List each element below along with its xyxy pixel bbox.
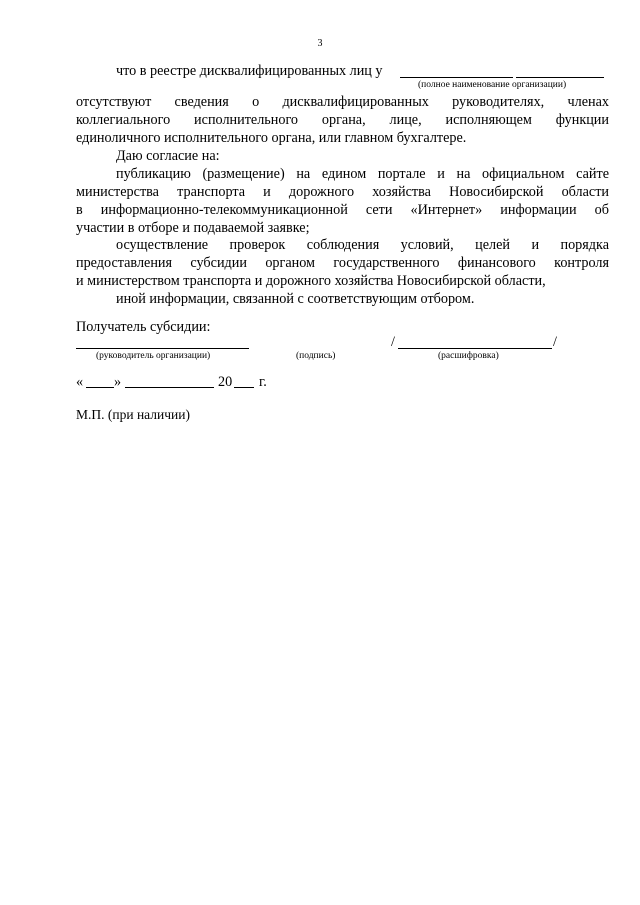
paragraph-2-line-4: участии в отборе и подаваемой заявке; xyxy=(76,220,310,236)
org-name-blank-1 xyxy=(400,77,513,78)
year-prefix: 20 xyxy=(218,374,233,390)
date-close-quote: » xyxy=(114,374,122,390)
day-blank xyxy=(86,387,114,388)
year-suffix: г. xyxy=(259,374,267,390)
decode-blank xyxy=(398,348,552,349)
org-name-blank-2 xyxy=(516,77,604,78)
paragraph-3-line-2: предоставления субсидии органом государственного финансового контроля xyxy=(76,255,609,271)
paragraph-1-line-1: отсутствуют сведения о дисквалифицированных руководителях, членах xyxy=(76,94,609,110)
org-name-caption: (полное наименование организации) xyxy=(418,80,567,90)
year-blank xyxy=(234,387,254,388)
paragraph-4: иной информации, связанной с соответствующим отбором. xyxy=(116,291,475,307)
slash-right: / xyxy=(553,334,557,350)
slash-left: / xyxy=(391,334,395,350)
signature-caption: (подпись) xyxy=(296,351,336,361)
paragraph-2-line-2: министерства транспорта и дорожного хозяйства Новосибирской области xyxy=(76,184,609,200)
head-blank xyxy=(76,348,249,349)
registry-text: что в реестре дисквалифицированных лиц у xyxy=(116,63,383,79)
decode-caption: (расшифровка) xyxy=(438,351,499,361)
paragraph-3-line-1: осуществление проверок соблюдения условий, целей и порядка xyxy=(116,237,609,253)
stamp-note: М.П. (при наличии) xyxy=(76,407,190,422)
date-open-quote: « xyxy=(76,374,84,390)
head-caption: (руководитель организации) xyxy=(96,351,211,361)
recipient-label: Получатель субсидии: xyxy=(76,319,211,335)
paragraph-2-line-3: в информационно-телекоммуникационной сети «Интернет» информации об xyxy=(76,202,609,218)
paragraph-2-line-1: публикацию (размещение) на едином портале и на официальном сайте xyxy=(116,166,609,182)
paragraph-1-line-2: коллегиального исполнительного органа, лице, исполняющем функции xyxy=(76,112,609,128)
consent-heading: Даю согласие на: xyxy=(116,148,220,164)
paragraph-3-line-3: и министерством транспорта и дорожного хозяйства Новосибирской области, xyxy=(76,273,546,289)
month-blank xyxy=(125,387,214,388)
page-number: 3 xyxy=(317,38,323,49)
paragraph-1-line-3: единоличного исполнительного органа, или главном бухгалтере. xyxy=(76,130,467,146)
